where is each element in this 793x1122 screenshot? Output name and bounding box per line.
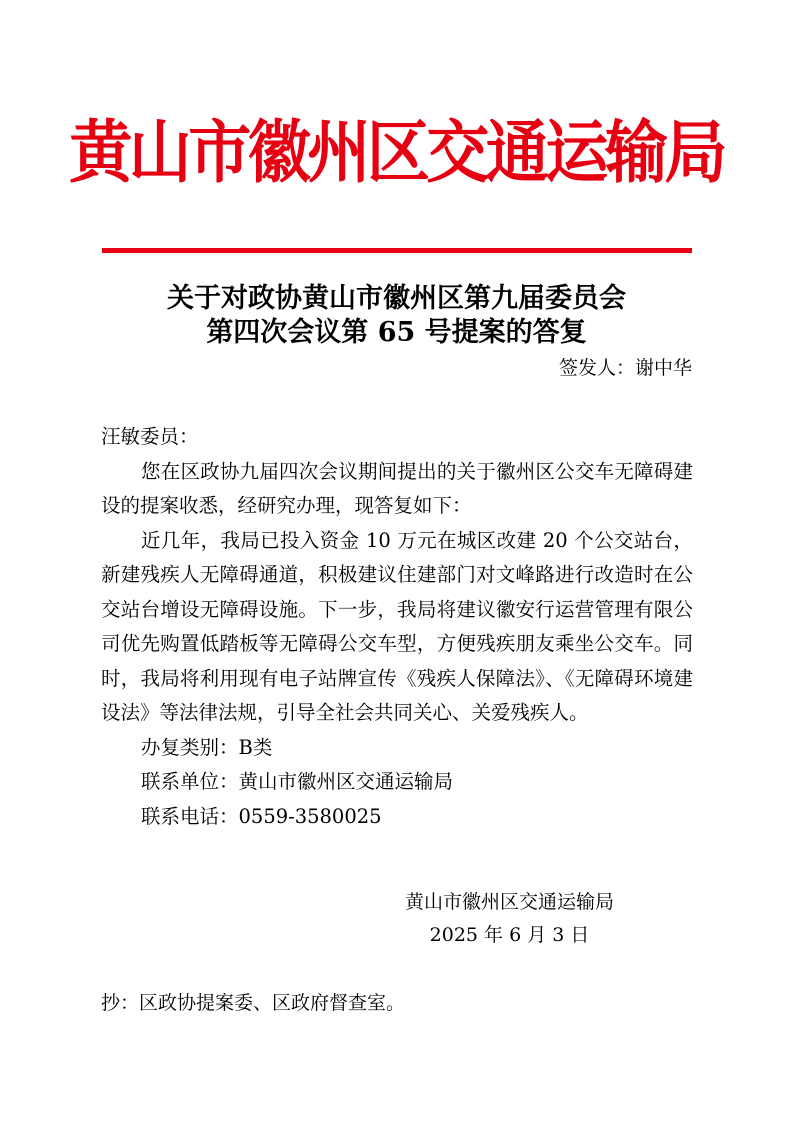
document-title-line-2: 第四次会议第 65 号提案的答复	[206, 317, 587, 348]
closing-block	[405, 886, 614, 952]
carbon-copy-line: 抄：区政协提案委、区政府督查室。	[101, 992, 406, 1014]
masthead-title: 黄山市徽州区交通运输局	[69, 114, 724, 193]
body-paragraph-1: 您在区政协九届四次会议期间提出的关于徽州区公交车无障碍建设的提案收悉，经研究办理，现答复如下：	[101, 459, 693, 517]
signer-line: 签发人：谢中华	[558, 357, 692, 379]
closing-date: 2025 年 6 月 3 日	[429, 924, 590, 946]
closing-organization: 黄山市徽州区交通运输局	[405, 891, 615, 913]
salutation: 汪敏委员：	[101, 425, 199, 448]
body-paragraph-2: 近几年，我局已投入资金 10 万元在城区改建 20 个公交站台，新建残疾人无障碍通道，积极建议住建部门对文峰路进行改造时在公交站台增设无障碍设施。下一步，我局将建议徽安行运营管理有限公司优先购置低踏板等无障碍公交车型，方便残疾朋友乘坐公交车。同时，我局将利用现有电子站牌宣传《残疾人保障法》、《无障碍环境建设法》等法律法规，引导全社会共同关心、关爱残疾人。	[101, 528, 693, 724]
red-divider-rule	[102, 248, 692, 253]
document-body	[101, 420, 693, 834]
document-title-line-1: 关于对政协黄山市徽州区第九届委员会	[167, 283, 626, 314]
contact-unit: 联系单位：黄山市徽州区交通运输局	[141, 770, 454, 793]
document-title	[0, 282, 793, 350]
contact-phone: 联系电话：0559-3580025	[141, 804, 382, 828]
reply-category: 办复类别：B类	[141, 735, 273, 759]
